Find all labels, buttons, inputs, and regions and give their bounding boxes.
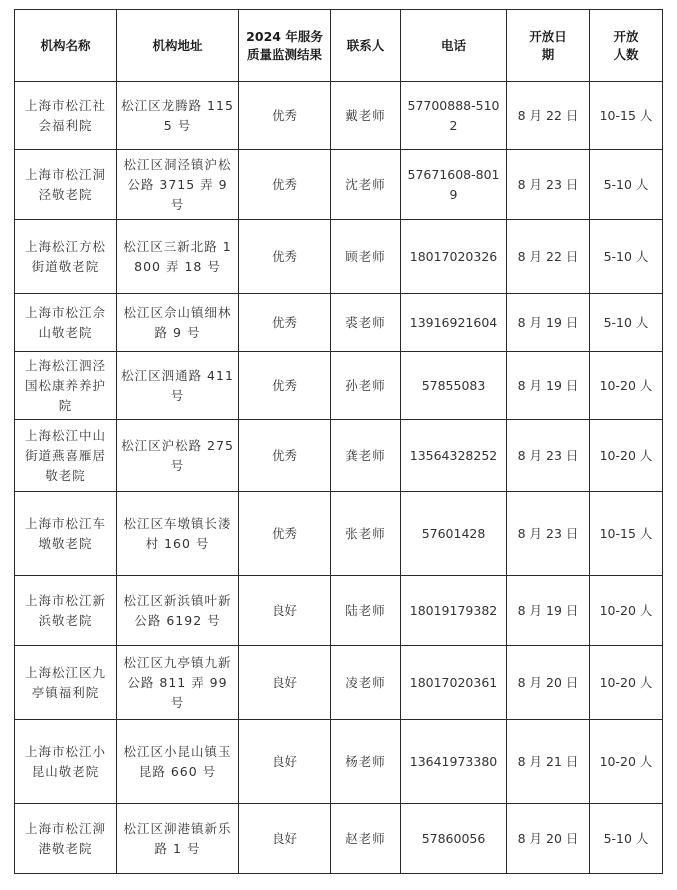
institution-table xyxy=(14,9,663,874)
cell-name: 上海松江方松街道敬老院 xyxy=(15,220,117,294)
cell-phone: 18017020361 xyxy=(401,646,507,720)
cell-address: 松江区泗通路 411 号 xyxy=(117,352,239,420)
cell-phone: 13564328252 xyxy=(401,420,507,492)
cell-open-date: 8 月 23 日 xyxy=(507,150,590,220)
header-phone: 电话 xyxy=(401,10,507,82)
cell-name: 上海市松江车墩敬老院 xyxy=(15,492,117,576)
cell-name: 上海市松江小昆山敬老院 xyxy=(15,720,117,804)
table-row xyxy=(15,492,663,576)
table-row xyxy=(15,804,663,874)
cell-capacity: 10-20 人 xyxy=(590,576,663,646)
cell-contact: 张老师 xyxy=(331,492,401,576)
cell-phone: 13916921604 xyxy=(401,294,507,352)
cell-address: 松江区三新北路 1800 弄 18 号 xyxy=(117,220,239,294)
table-row xyxy=(15,82,663,150)
table-row xyxy=(15,420,663,492)
cell-phone: 57855083 xyxy=(401,352,507,420)
cell-address: 松江区龙腾路 1155 号 xyxy=(117,82,239,150)
cell-address: 松江区新浜镇叶新公路 6192 号 xyxy=(117,576,239,646)
cell-quality: 优秀 xyxy=(239,294,331,352)
cell-contact: 戴老师 xyxy=(331,82,401,150)
cell-contact: 凌老师 xyxy=(331,646,401,720)
cell-contact: 陆老师 xyxy=(331,576,401,646)
cell-quality: 优秀 xyxy=(239,352,331,420)
cell-phone: 18019179382 xyxy=(401,576,507,646)
cell-address: 松江区九亭镇九新公路 811 弄 99 号 xyxy=(117,646,239,720)
cell-quality: 优秀 xyxy=(239,420,331,492)
cell-quality: 优秀 xyxy=(239,220,331,294)
cell-open-date: 8 月 22 日 xyxy=(507,220,590,294)
cell-phone: 57671608-8019 xyxy=(401,150,507,220)
cell-phone: 13641973380 xyxy=(401,720,507,804)
cell-contact: 裘老师 xyxy=(331,294,401,352)
cell-address: 松江区车墩镇长溇村 160 号 xyxy=(117,492,239,576)
cell-name: 上海松江区九亭镇福利院 xyxy=(15,646,117,720)
cell-phone: 18017020326 xyxy=(401,220,507,294)
cell-open-date: 8 月 20 日 xyxy=(507,646,590,720)
cell-capacity: 10-15 人 xyxy=(590,82,663,150)
header-capacity: 开放人数 xyxy=(590,10,663,82)
header-name: 机构名称 xyxy=(15,10,117,82)
table-row xyxy=(15,720,663,804)
cell-contact: 杨老师 xyxy=(331,720,401,804)
header-row xyxy=(15,10,663,82)
cell-contact: 孙老师 xyxy=(331,352,401,420)
table-row xyxy=(15,150,663,220)
cell-name: 上海市松江新浜敬老院 xyxy=(15,576,117,646)
cell-contact: 顾老师 xyxy=(331,220,401,294)
cell-name: 上海市松江洞泾敬老院 xyxy=(15,150,117,220)
cell-contact: 沈老师 xyxy=(331,150,401,220)
cell-capacity: 5-10 人 xyxy=(590,804,663,874)
cell-quality: 优秀 xyxy=(239,82,331,150)
cell-capacity: 10-20 人 xyxy=(590,720,663,804)
header-open-date: 开放日期 xyxy=(507,10,590,82)
cell-quality: 良好 xyxy=(239,576,331,646)
cell-open-date: 8 月 19 日 xyxy=(507,576,590,646)
cell-contact: 龚老师 xyxy=(331,420,401,492)
cell-contact: 赵老师 xyxy=(331,804,401,874)
header-address: 机构地址 xyxy=(117,10,239,82)
cell-open-date: 8 月 23 日 xyxy=(507,492,590,576)
cell-address: 松江区佘山镇细林路 9 号 xyxy=(117,294,239,352)
cell-address: 松江区沪松路 275 号 xyxy=(117,420,239,492)
cell-name: 上海市松江泖港敬老院 xyxy=(15,804,117,874)
cell-name: 上海松江中山街道燕喜雁居敬老院 xyxy=(15,420,117,492)
cell-quality: 良好 xyxy=(239,646,331,720)
cell-quality: 优秀 xyxy=(239,150,331,220)
cell-quality: 优秀 xyxy=(239,492,331,576)
header-quality: 2024 年服务质量监测结果 xyxy=(239,10,331,82)
table-row xyxy=(15,352,663,420)
cell-name: 上海市松江佘山敬老院 xyxy=(15,294,117,352)
cell-phone: 57700888-5102 xyxy=(401,82,507,150)
cell-capacity: 10-20 人 xyxy=(590,646,663,720)
cell-open-date: 8 月 20 日 xyxy=(507,804,590,874)
table-row xyxy=(15,220,663,294)
cell-open-date: 8 月 22 日 xyxy=(507,82,590,150)
cell-phone: 57601428 xyxy=(401,492,507,576)
cell-phone: 57860056 xyxy=(401,804,507,874)
cell-capacity: 5-10 人 xyxy=(590,150,663,220)
cell-name: 上海市松江社会福利院 xyxy=(15,82,117,150)
cell-open-date: 8 月 23 日 xyxy=(507,420,590,492)
cell-capacity: 5-10 人 xyxy=(590,220,663,294)
cell-quality: 良好 xyxy=(239,720,331,804)
cell-address: 松江区洞泾镇沪松公路 3715 弄 9 号 xyxy=(117,150,239,220)
header-contact: 联系人 xyxy=(331,10,401,82)
table-row xyxy=(15,294,663,352)
cell-name: 上海松江泗泾国松康养养护院 xyxy=(15,352,117,420)
cell-open-date: 8 月 19 日 xyxy=(507,352,590,420)
cell-quality: 良好 xyxy=(239,804,331,874)
cell-capacity: 10-20 人 xyxy=(590,420,663,492)
cell-address: 松江区泖港镇新乐路 1 号 xyxy=(117,804,239,874)
cell-capacity: 5-10 人 xyxy=(590,294,663,352)
table-row xyxy=(15,646,663,720)
cell-open-date: 8 月 21 日 xyxy=(507,720,590,804)
cell-capacity: 10-15 人 xyxy=(590,492,663,576)
cell-capacity: 10-20 人 xyxy=(590,352,663,420)
cell-open-date: 8 月 19 日 xyxy=(507,294,590,352)
cell-address: 松江区小昆山镇玉昆路 660 号 xyxy=(117,720,239,804)
table-row xyxy=(15,576,663,646)
